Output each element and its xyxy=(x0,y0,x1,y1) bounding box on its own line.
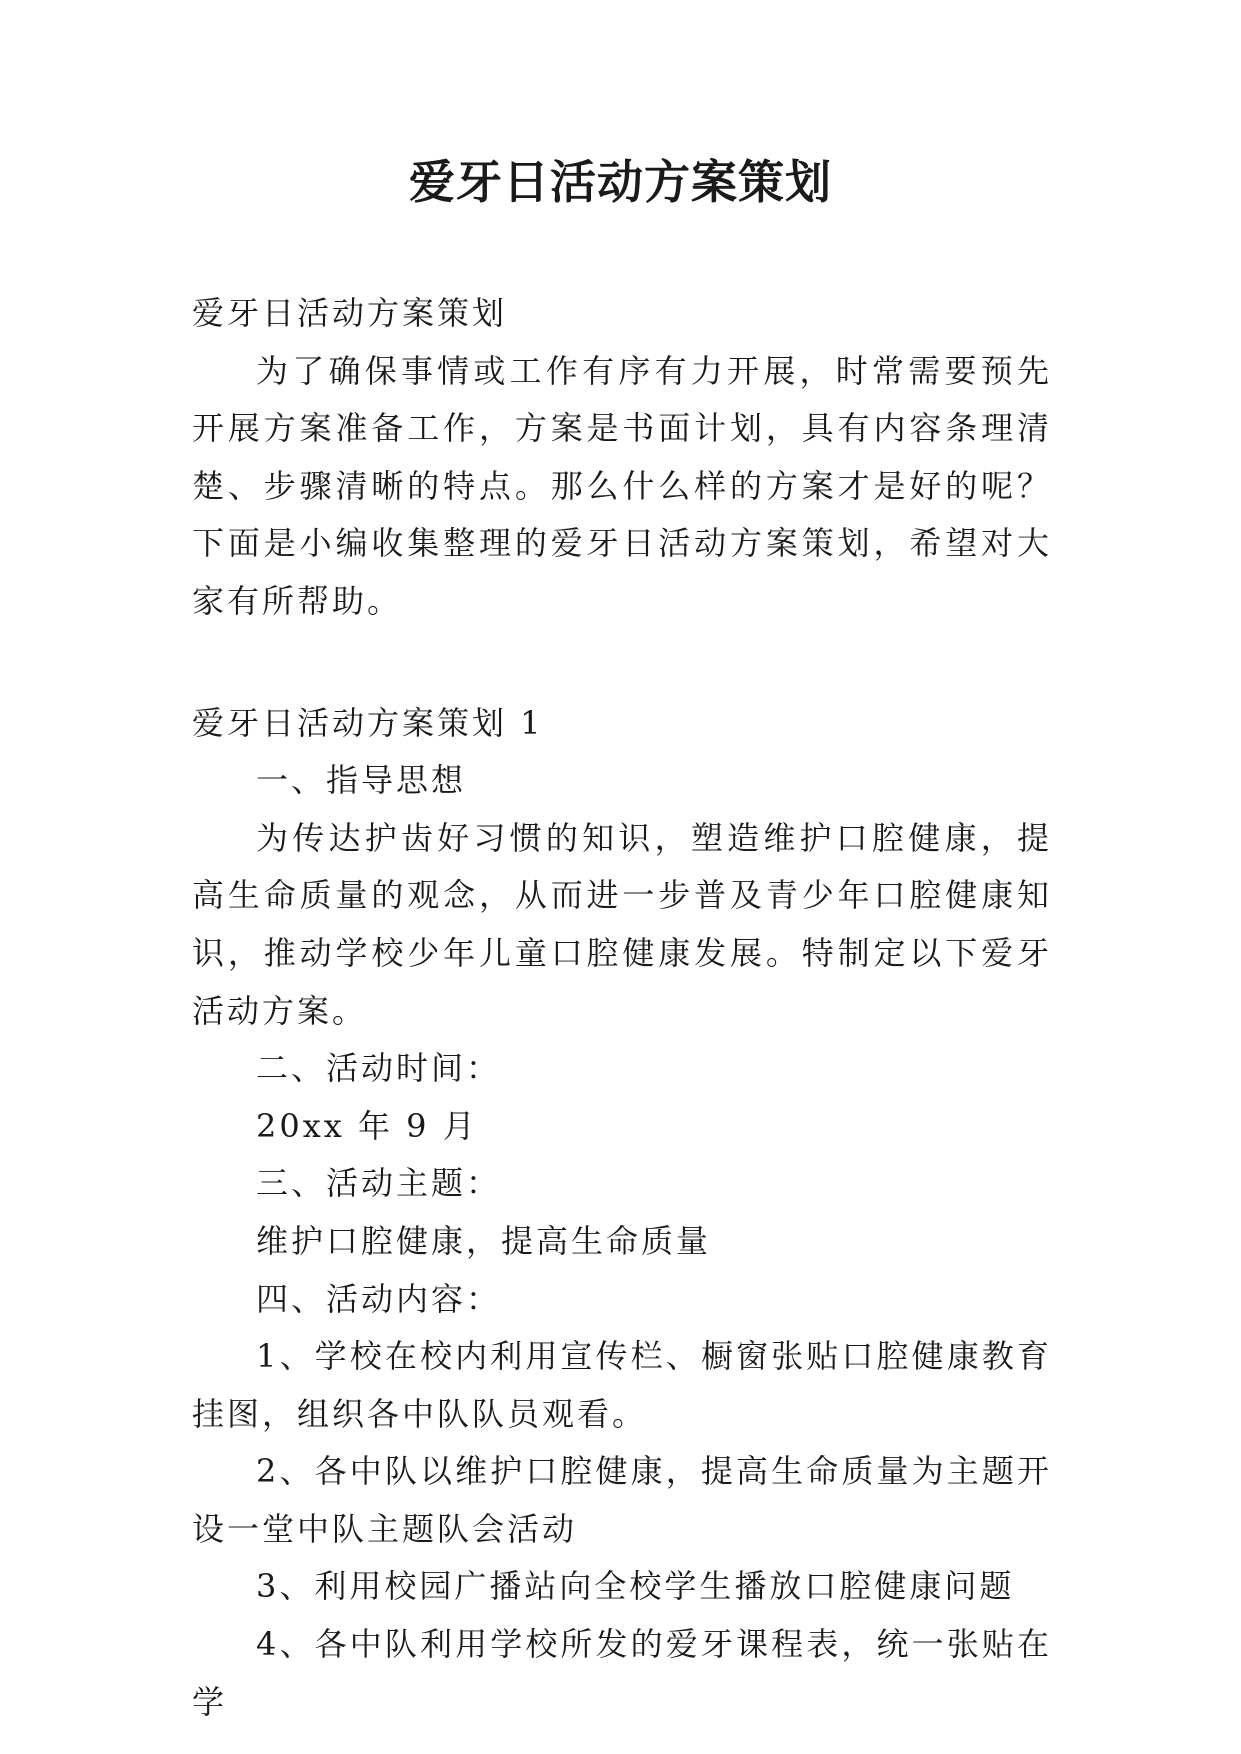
list-item-content-3: 3、利用校园广播站向全校学生播放口腔健康问题 xyxy=(256,1567,1015,1606)
subtitle-paragraph: 爱牙日活动方案策划 xyxy=(192,294,508,332)
document-title: 爱牙日活动方案策划 xyxy=(409,155,832,209)
paragraph-guiding-idea: 为传达护齿好习惯的知识，塑造维护口腔健康，提高生命质量的观念，从而进一步普及青少年口腔健康知识，推动学校少年儿童口腔健康发展。特制定以下爱牙活动方案。 xyxy=(192,818,1052,1030)
paragraph-activity-theme: 维护口腔健康，提高生命质量 xyxy=(256,1221,712,1260)
list-item-content-1: 1、学校在校内利用宣传栏、橱窗张贴口腔健康教育挂图，组织各中队队员观看。 xyxy=(192,1337,1052,1433)
intro-paragraph: 为了确保事情或工作有序有力开展，时常需要预先开展方案准备工作，方案是书面计划，具有内容条理清楚、步骤清晰的特点。那么什么样的方案才是好的呢？下面是小编收集整理的爱牙日活动方案策划，希望对大家有所帮助。 xyxy=(192,351,1052,620)
list-item-content-4: 4、各中队利用学校所发的爱牙课程表，统一张贴在学 xyxy=(192,1625,1052,1721)
heading-activity-theme: 三、活动主题： xyxy=(256,1164,502,1203)
heading-activity-content: 四、活动内容： xyxy=(256,1279,502,1318)
document-body xyxy=(192,285,1052,1731)
heading-guiding-idea: 一、指导思想 xyxy=(256,761,467,800)
section-heading: 爱牙日活动方案策划 1 xyxy=(192,703,544,742)
section-spacer xyxy=(192,631,1052,695)
heading-activity-time: 二、活动时间： xyxy=(256,1049,502,1088)
list-item-content-2: 2、各中队以维护口腔健康，提高生命质量为主题开设一堂中队主题队会活动 xyxy=(192,1452,1052,1548)
paragraph-activity-time: 20xx 年 9 月 xyxy=(256,1106,478,1145)
